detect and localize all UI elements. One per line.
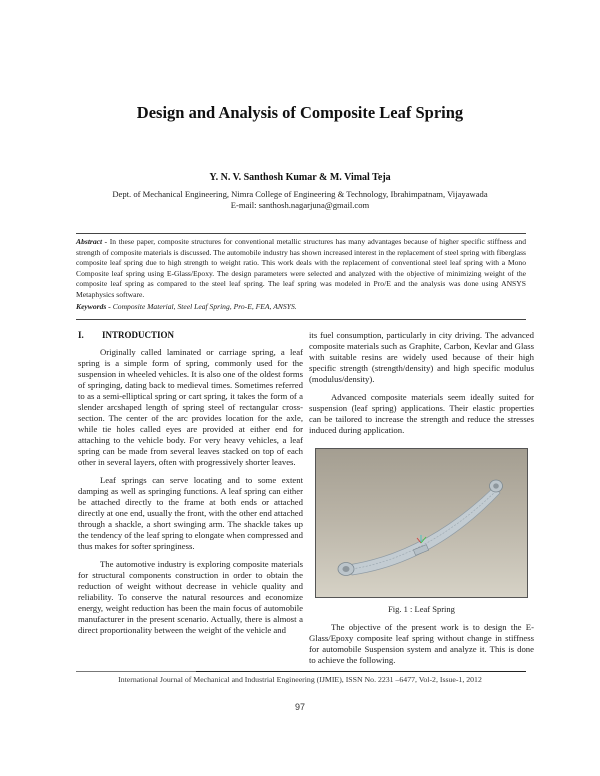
left-column bbox=[78, 330, 303, 643]
section-number: I. bbox=[78, 330, 84, 340]
abstract-label: Abstract - bbox=[76, 237, 108, 246]
keywords-text: Composite Material, Steel Leaf Spring, Pro-E, FEA, ANSYS. bbox=[110, 302, 297, 311]
footer-rule-left bbox=[76, 671, 196, 672]
section-title: INTRODUCTION bbox=[102, 330, 175, 340]
abstract-top-rule bbox=[76, 233, 526, 234]
author-email: E-mail: santhosh.nagarjuna@gmail.com bbox=[230, 200, 370, 210]
paragraph: Originally called laminated or carriage spring, a leaf spring is a simple form of spring, commonly used for the suspension in wheeled vehicles. It is also one of the oldest forms of springing, dating back to medieval times. Sometimes referred to as a semi-elliptical spring or cart spring, it takes the form of a slender arcshaped length of spring steel of rectangular cross-section. The center of the arc provides location for the axle, while tie holes called eyes are provided at either end for attaching to the vehicle body. For very heavy vehicles, a leaf spring can be made from several leaves stacked on top of each other in several layers, often with progressively shorter leaves. bbox=[78, 347, 303, 467]
leaf-spring-render-icon bbox=[316, 449, 527, 597]
section-heading bbox=[78, 330, 303, 341]
paragraph: Leaf springs can serve locating and to some extent damping as well as springing functions. A leaf spring can either be attached directly to the frame at both ends or attached directly at one end, usually the front, with the other end attached through a shackle, a short swinging arm. The shackle takes up the tendency of the leaf spring to elongate when compressed and thus makes for softer springiness. bbox=[78, 475, 303, 551]
abstract-bottom-rule bbox=[76, 319, 526, 320]
right-column bbox=[309, 330, 534, 673]
paper-title: Design and Analysis of Composite Leaf Spring bbox=[136, 103, 464, 122]
affiliation-block bbox=[0, 189, 600, 211]
affiliation: Dept. of Mechanical Engineering, Nimra College of Engineering & Technology, Ibrahimpatnam, Vijayawada bbox=[112, 189, 488, 199]
paragraph: The objective of the present work is to design the E-Glass/Epoxy composite leaf spring without change in stiffness for automobile Suspension system and analyze it. This is done to achieve the following. bbox=[309, 622, 534, 665]
footer-rule-right bbox=[196, 671, 526, 672]
figure-caption: Fig. 1 : Leaf Spring bbox=[388, 604, 455, 614]
paragraph: its fuel consumption, particularly in city driving. The advanced composite materials such as Graphite, Carbon, Kevlar and Glass with suitable resins are widely used because of their high specific strength (strength/density) and high specific modulus (modulus/density). bbox=[309, 330, 534, 384]
keywords bbox=[76, 302, 526, 311]
journal-footer: International Journal of Mechanical and Industrial Engineering (IJMIE), ISSN No. 2231 –6477, Vol-2, Issue-1, 2012 bbox=[118, 675, 482, 684]
paragraph: Advanced composite materials seem ideally suited for suspension (leaf spring) applications. Their elastic properties can be tailored to increase the strength and reduce the stresses induced during application. bbox=[309, 392, 534, 435]
figure-leaf-spring bbox=[315, 448, 528, 598]
abstract bbox=[76, 237, 526, 301]
author-list: Y. N. V. Santhosh Kumar & M. Vimal Teja bbox=[209, 172, 391, 183]
abstract-text: In these paper, composite structures for conventional metallic structures has many advantages because of higher specific stiffness and strength of composite materials is discussed. The automobile industry has shown increased interest in the replacement of steel spring with fiberglass composite leaf spring due to high strength to weight ratio. This work deals with the replacement of conventional steel leaf spring with a Mono Composite leaf spring using E-Glass/Epoxy. The design parameters were selected and analyzed with the objective of minimizing weight of the composite leaf spring as compared to the steel leaf spring. The leaf spring was modeled in Pro/E and the analysis was done using ANSYS Metaphysics software. bbox=[76, 237, 526, 299]
keywords-label: Keywords - bbox=[76, 302, 111, 311]
paragraph: The automotive industry is exploring composite materials for structural components construction in order to obtain the reduction of weight without decrease in vehicle quality and reliability. To conserve the natural resources and economize energy, weight reduction has been the main focus of automobile manufacturer in the present scenario. Actually, there is almost a direct proportionality between the weight of the vehicle and bbox=[78, 559, 303, 635]
page-number: 97 bbox=[294, 702, 305, 712]
